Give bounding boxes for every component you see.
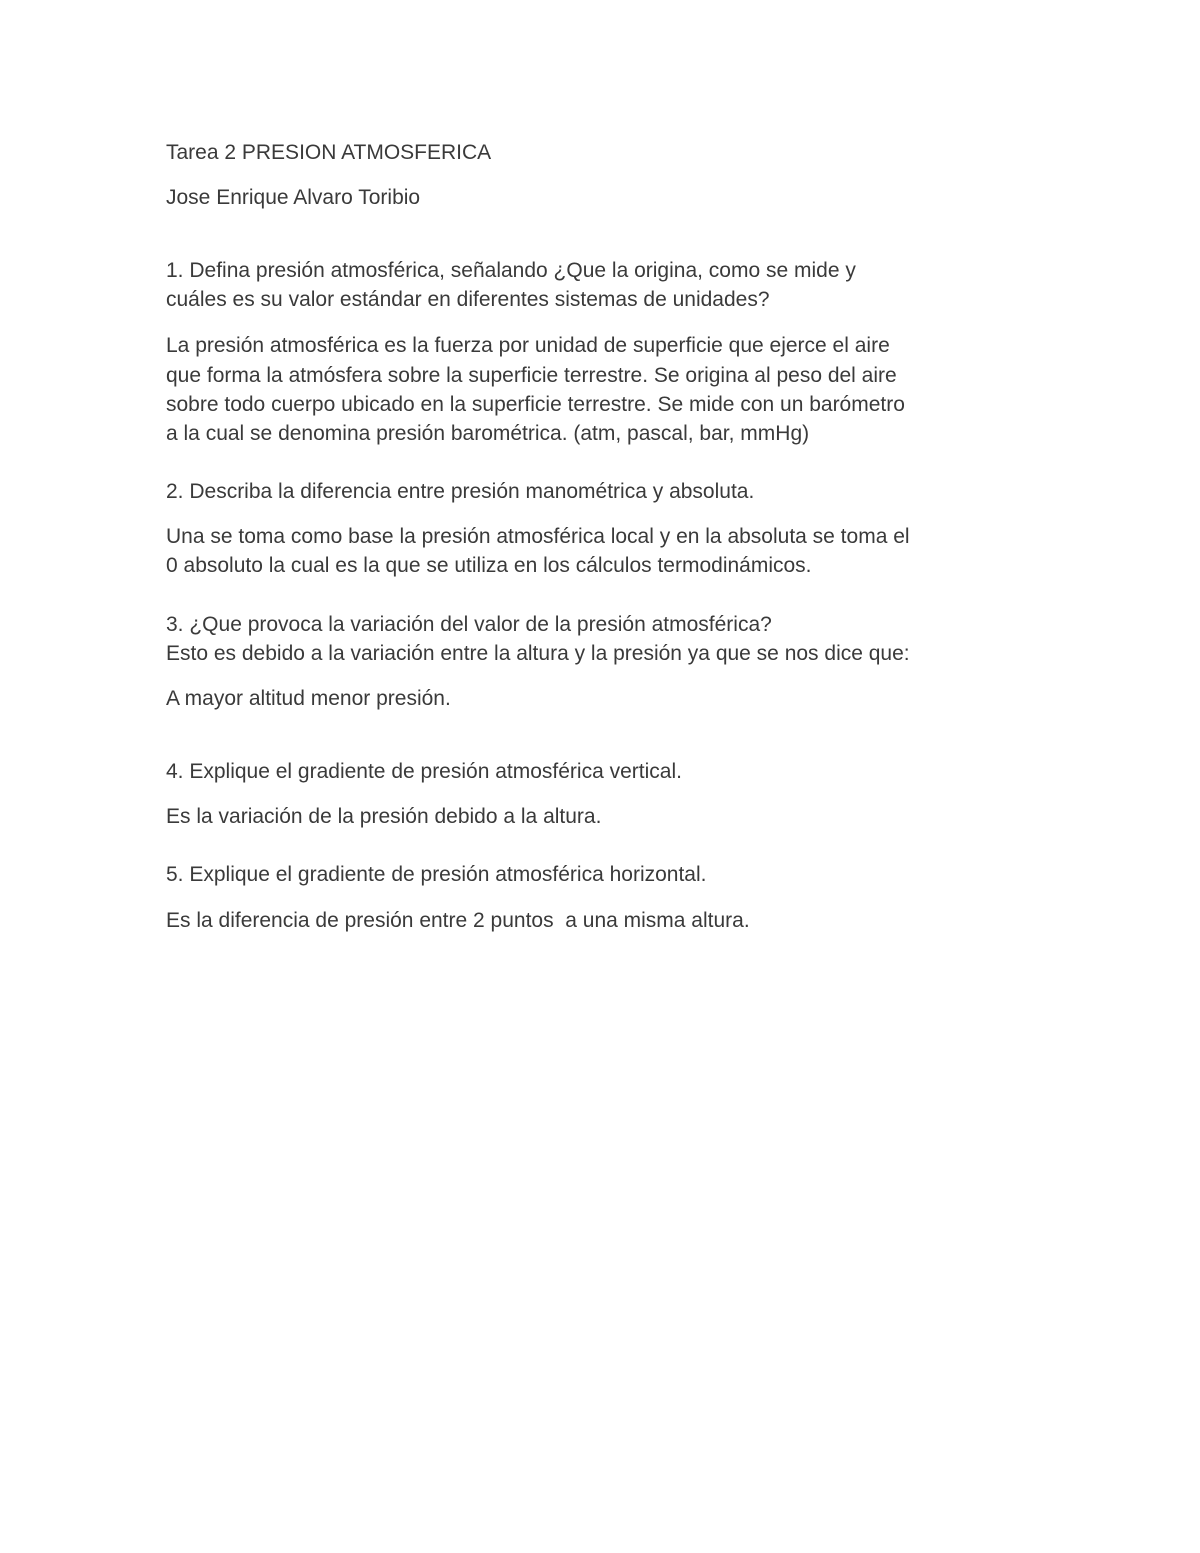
answer-5: Es la diferencia de presión entre 2 puntos a una misma altura. [166,909,750,932]
answer-4: Es la variación de la presión debido a la altura. [166,805,602,828]
answer-2-line-2: 0 absoluto la cual es la que se utiliza en los cálculos termodinámicos. [166,554,812,577]
answer-1-line-2: que forma la atmósfera sobre la superficie terrestre. Se origina al peso del aire [166,364,897,387]
document-title: Tarea 2 PRESION ATMOSFERICA [166,141,492,164]
answer-1-line-4: a la cual se denomina presión barométrica. (atm, pascal, bar, mmHg) [166,422,810,445]
answer-3-line-2: A mayor altitud menor presión. [166,687,451,710]
question-1-line-2: cuáles es su valor estándar en diferentes sistemas de unidades? [166,288,770,311]
author-name: Jose Enrique Alvaro Toribio [166,186,421,209]
question-3: 3. ¿Que provoca la variación del valor de la presión atmosférica? [166,613,772,636]
answer-1-line-1: La presión atmosférica es la fuerza por unidad de superficie que ejerce el aire [166,334,890,357]
question-4: 4. Explique el gradiente de presión atmosférica vertical. [166,760,682,783]
answer-2-line-1: Una se toma como base la presión atmosférica local y en la absoluta se toma el [166,525,910,548]
answer-3-line-1: Esto es debido a la variación entre la altura y la presión ya que se nos dice que: [166,642,910,665]
answer-1-line-3: sobre todo cuerpo ubicado en la superficie terrestre. Se mide con un barómetro [166,393,905,416]
question-2: 2. Describa la diferencia entre presión manométrica y absoluta. [166,480,755,503]
question-1-line-1: 1. Defina presión atmosférica, señalando ¿Que la origina, como se mide y [166,259,856,282]
question-5: 5. Explique el gradiente de presión atmosférica horizontal. [166,863,707,886]
